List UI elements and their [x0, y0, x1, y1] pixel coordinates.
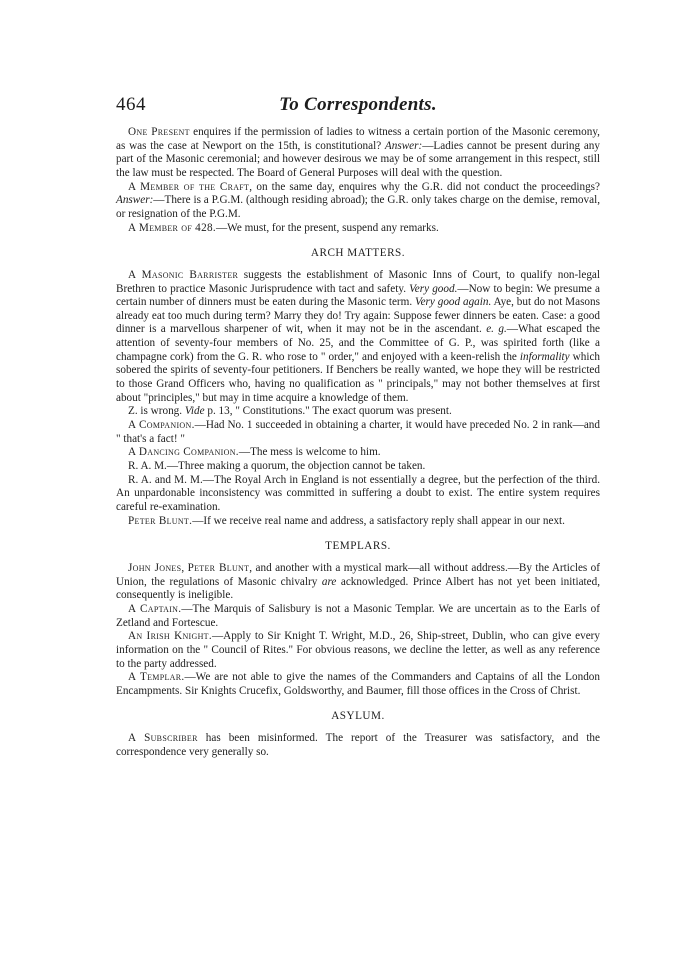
entry-text: p. 13, " Constitutions." The exact quorum was present.: [204, 405, 452, 418]
entry-text: acknowledged. Prince Albert has not yet been initiated, consequently is ineligible.: [116, 575, 600, 602]
entry-john-jones: [116, 562, 600, 603]
entry-lead: A Templar.: [128, 671, 185, 684]
entry-member-of-428: [116, 222, 600, 236]
entry-italic: are: [321, 575, 337, 588]
entry-text: Aye, but do not Masons already eat too much during term? Marry they do! Try again: Suppose fewer dinners be eaten. Case: a good dinner is a marvellous sharpener of wit, when it may not be in the ascendant.: [116, 296, 600, 336]
entry-ram: R. A. M.—Three making a quorum, the objection cannot be taken.: [128, 460, 426, 473]
entry-italic: Very good.: [409, 282, 458, 295]
entry-italic: informality: [519, 350, 570, 363]
entry-text: —We must, for the present, suspend any remarks.: [215, 221, 439, 234]
entry-text: —We are not able to give the names of the Commanders and Captains of all the London Encampments. Sir Knights Crucefix, Goldsworthy, and Baumer, fill those offices in the Cross of Christ.: [116, 671, 600, 697]
entry-text: suggests the establishment of Masonic Inns of Court, to qualify non-legal Brethren to practice Masonic Jurisprudence with tact and safety.: [116, 268, 600, 295]
entry-ra-and-mm: R. A. and M. M.—The Royal Arch in England is not essentially a degree, but the perfection of the third. An unpardonable inconsistency was committed in suffering a doubt to exist. The entire system requires careful re-examination.: [116, 473, 600, 513]
entry-companion: [116, 419, 600, 446]
entry-z: [116, 405, 600, 419]
section-heading-asylum: ASYLUM.: [331, 710, 385, 723]
entry-lead: A Subscriber: [128, 732, 198, 745]
entry-text: ,: [181, 561, 188, 574]
entry-lead: A Member of 428.: [128, 221, 216, 234]
entry-italic: Very good again.: [415, 296, 492, 309]
entry-text: —Had No. 1 succeeded in obtaining a charter, it would have preceded No. 2 in rank—and " that's a fact! ": [116, 419, 600, 445]
entry-text: on the same day, enquires why the G.R. did not conduct the proceedings?: [252, 180, 600, 193]
entry-text: —Ladies cannot be present during any part of the Masonic ceremonial; and however desirous we may be of some arrangement in this respect, still the law must be respected. The Board of General Purposes will deal with the question.: [116, 139, 600, 179]
entry-peter-blunt: [116, 515, 600, 529]
entry-one-present: [116, 126, 600, 181]
entry-templar: [116, 671, 600, 698]
entry-italic: e. g.: [486, 323, 507, 336]
entry-captain: [116, 603, 600, 630]
entry-irish-knight: [116, 630, 600, 671]
section-heading-arch-matters: ARCH MATTERS.: [310, 247, 406, 260]
entry-text: —If we receive real name and address, a satisfactory reply shall appear in our next.: [192, 514, 565, 527]
entry-text: has been misinformed. The report of the Treasurer was satisfactory, and the correspondence very generally so.: [116, 732, 600, 758]
entry-text: —There is a P.G.M. (although residing abroad); the G.R. only takes charge on the demise, removal, or resignation of the P.G.M.: [116, 194, 600, 220]
page-header: [116, 94, 600, 116]
running-title: To Correspondents.: [279, 94, 437, 115]
entry-dancing-companion: [116, 446, 600, 460]
entry-lead: A Dancing Companion.: [128, 446, 239, 459]
entry-text: Z. is wrong.: [128, 405, 185, 418]
entry-lead: Peter Blunt.: [128, 514, 193, 527]
entry-subscriber: [116, 732, 600, 759]
entry-text: —The mess is welcome to him.: [238, 446, 381, 459]
entry-lead: John Jones: [128, 561, 182, 574]
entry-lead: An Irish Knight.: [128, 630, 212, 643]
entry-answer-label: Answer:: [384, 139, 423, 152]
entry-lead: Peter Blunt: [187, 561, 250, 574]
entry-text: —Now to begin: We presume a certain number of dinners must be eaten during the Masonic term.: [116, 282, 600, 309]
entry-answer-label: Answer:: [116, 194, 154, 207]
entry-text: —The Marquis of Salisbury is not a Masonic Templar. We are uncertain as to the Earls of Zetland and Fortescue.: [116, 602, 600, 629]
entry-text: enquires if the permission of ladies to witness a certain portion of the Masonic ceremony, as was the case at Newport on the 15th, is constitutional?: [116, 126, 600, 152]
page-body: [116, 126, 600, 759]
entry-lead: A Masonic Barrister: [128, 268, 239, 281]
entry-text: —What escaped the attention of seventy-four members of No. 25, and the Committee of G. P., was spirited forth (like a champagne cork) from the G. R. who rose to " order," and enjoyed with a keen-relish the: [116, 323, 601, 363]
entry-italic: Vide: [184, 405, 205, 418]
entry-lead: One Present: [128, 126, 190, 138]
entry-text: , and another with a mystical mark—all without address.—By the Articles of Union, the regulations of Masonic chivalry: [116, 561, 600, 588]
entry-text: which sobered the spirits of seventy-four petitioners. If Benchers be really wanted, we hope they will be restricted to those Grand Officers who, having no qualification as " principals," may not bother themselves at first about "principles," but may in time acquire a knowledge of them.: [116, 350, 601, 404]
entry-lead: A Member of the Craft,: [128, 180, 253, 193]
entry-lead: A Companion.: [128, 419, 195, 432]
entry-lead: A Captain.: [128, 602, 182, 615]
page-number: 464: [116, 94, 146, 115]
entry-member-of-the-craft: [116, 181, 600, 222]
entry-masonic-barrister: [116, 269, 600, 406]
entry-text: —Apply to Sir Knight T. Wright, M.D., 26, Ship-street, Dublin, who can give every information on the " Council of Rites." For obvious reasons, we decline the letter, as well as any reference to the party addressed.: [116, 630, 600, 670]
section-heading-templars: TEMPLARS.: [325, 540, 391, 553]
